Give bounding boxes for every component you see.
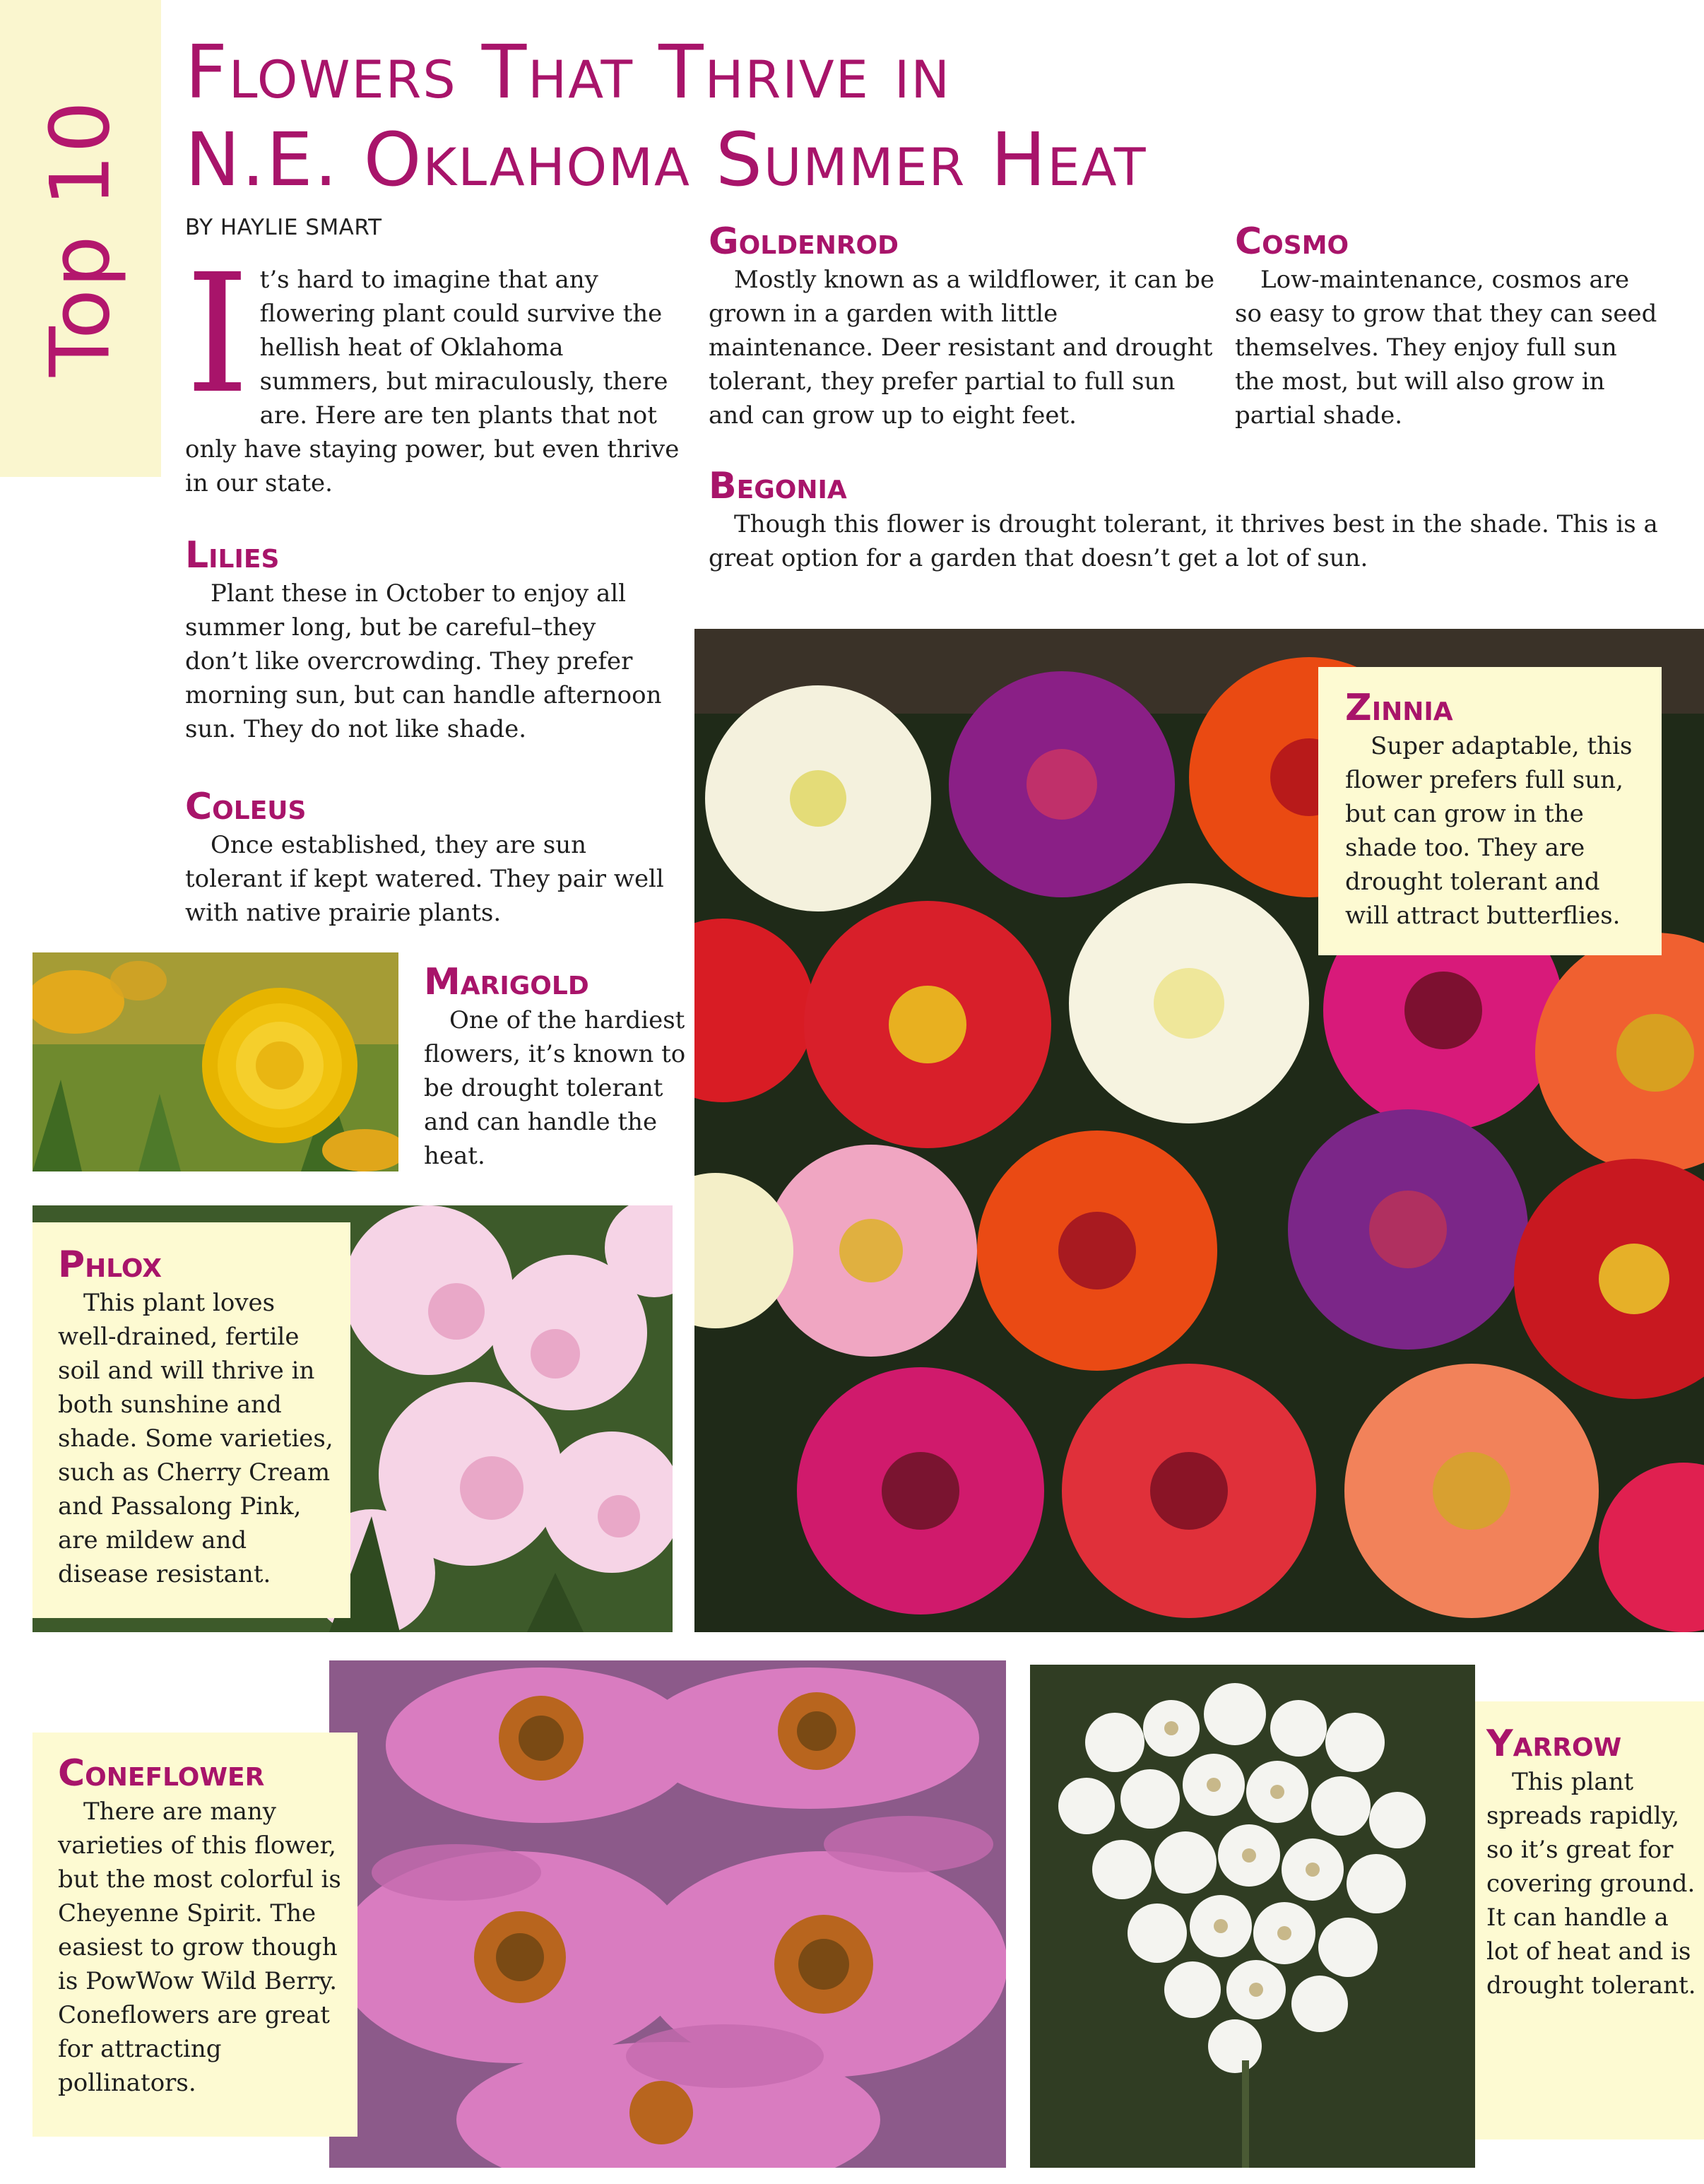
goldenrod-text: Mostly known as a wildflower, it can be grown in a garden with little maintenance. Deer resistant and drought tolerant, they prefer partial to full sun and can grow up to eight feet. [709,266,1215,430]
lilies-title: Lilies [185,534,280,577]
cosmo-section [1235,220,1659,432]
title-line-2: N.E. Oklahoma Summer Heat [185,117,1147,203]
top10-label: Top 10 [32,99,129,377]
intro [185,239,680,500]
zinnia-box [1318,667,1662,955]
cosmo-text: Low-maintenance, cosmos are so easy to grow that they can seed themselves. They enjoy full sun the most, but will also grow in partial shade. [1235,266,1657,430]
page-title [185,28,1690,203]
marigold-text: One of the hardiest flowers, it’s known to be drought tolerant and can handle the heat. [424,1006,686,1170]
coneflower-title: Coneflower [58,1752,265,1795]
coleus-text: Once established, they are sun tolerant if kept watered. They pair well with native prairie plants. [185,831,664,927]
goldenrod-title: Goldenrod [709,220,899,263]
cosmo-title: Cosmo [1235,220,1349,263]
phlox-title: Phlox [58,1244,162,1286]
yarrow-photo [1030,1665,1475,2168]
coneflower-box [32,1733,357,2137]
coleus-section [185,786,680,930]
begonia-section [709,465,1684,575]
yarrow-title: Yarrow [1486,1723,1622,1765]
intro-text: t’s hard to imagine that any flowering plant could survive the hellish heat of Oklahoma summers, but miraculously, there are. Here are ten plants that not only have staying power, but even thrive in our state. [185,266,680,497]
dropcap: I [185,239,250,430]
goldenrod-section [709,220,1217,432]
coleus-title: Coleus [185,786,307,828]
marigold-title: Marigold [424,961,589,1003]
zinnia-text: Super adaptable, this flower prefers full sun, but can grow in the shade too. They are drought tolerant and will attract butterflies. [1345,732,1633,930]
lilies-text: Plant these in October to enjoy all summer long, but be careful–they don’t like overcrowding. They prefer morning sun, but can handle afternoon sun. They do not like shade. [185,579,662,743]
begonia-text: Though this flower is drought tolerant, it thrives best in the shade. This is a great option for a garden that doesn’t get a lot of sun. [709,510,1658,572]
phlox-box [32,1222,350,1618]
lilies-section [185,534,665,746]
coneflower-photo [329,1660,1006,2168]
coneflower-text: There are many varieties of this flower, but the most colorful is Cheyenne Spirit. The easiest to grow though is PowWow Wild Berry. Coneflowers are great for attracting pollinators. [58,1798,341,2097]
yarrow-box [1475,1701,1704,2139]
marigold-photo [32,952,398,1171]
begonia-title: Begonia [709,465,847,507]
top10-sidebar [0,0,161,477]
phlox-text: This plant loves well-drained, fertile soil and will thrive in both sunshine and shade. Some varieties, such as Cherry Cream and Passalong Pink, are mildew and disease resistant. [58,1289,333,1588]
byline: BY HAYLIE SMART [185,215,382,240]
yarrow-text: This plant spreads rapidly, so it’s great for covering ground. It can handle a lot of heat and is drought tolerant. [1486,1768,1696,2000]
zinnia-title: Zinnia [1345,687,1453,729]
marigold-section [424,961,692,1173]
title-line-1: Flowers That Thrive in [185,29,952,115]
